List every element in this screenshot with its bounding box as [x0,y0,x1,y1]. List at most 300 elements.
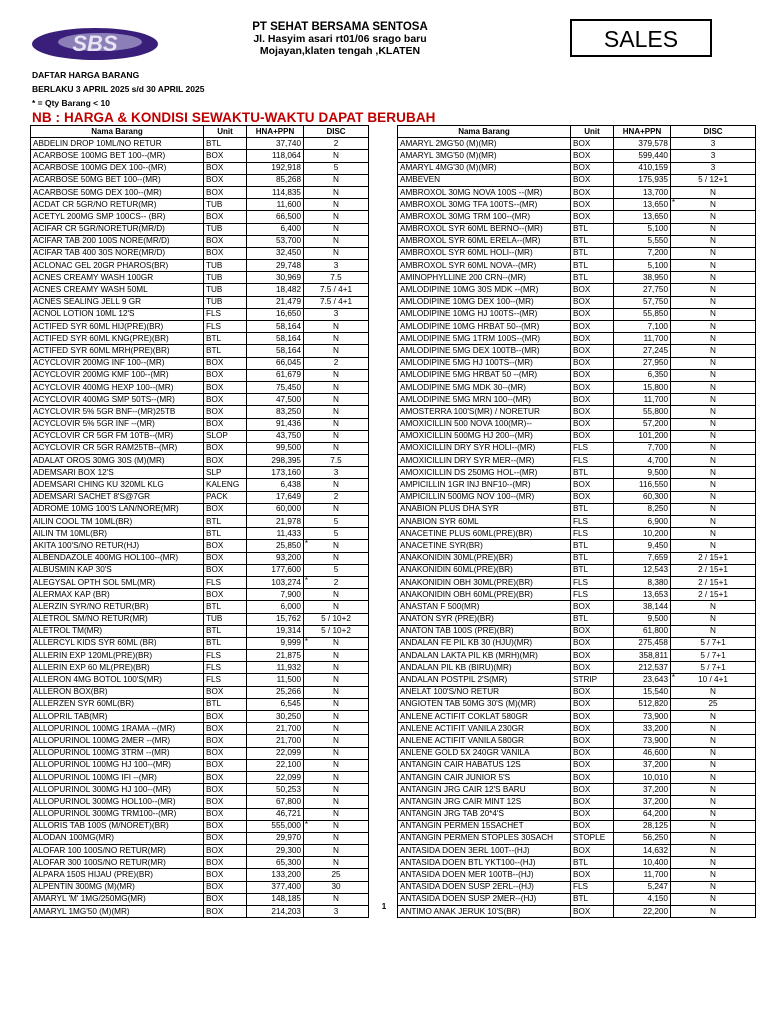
item-unit: BOX [571,406,614,418]
item-price: 93,200 [247,552,304,564]
item-unit: BOX [204,711,247,723]
item-name: AMOXICILLIN 500 NOVA 100(MR)-- [398,418,571,430]
item-price: 99,500 [247,442,304,454]
item-name: ALLOPURINOL 100MG 2MER --(MR) [31,735,204,747]
item-disc: N [304,698,369,710]
item-price: 5,550 [614,235,671,247]
item-price: 177,600 [247,564,304,576]
item-price: 37,200 [614,784,671,796]
item-name: AMOXICILLIN 500MG HJ 200--(MR) [398,430,571,442]
item-name: ACARBOSE 100MG BET 100--(MR) [31,150,204,162]
item-price: 58,164 [247,333,304,345]
item-disc: N [304,686,369,698]
item-name: ANTANGIN CAIR JUNIOR 5'S [398,771,571,783]
item-name: AMARYL 2MG'50 (M)(MR) [398,138,571,150]
item-name: ALOFAR 100 100S/NO RETUR(MR) [31,845,204,857]
item-disc: N [304,235,369,247]
table-row [31,686,369,698]
item-price: 38,950 [614,272,671,284]
item-unit: FLS [204,321,247,333]
table-row [398,381,756,393]
table-row [31,235,369,247]
item-disc: N [671,357,756,369]
item-name: ACTIFED SYR 60ML MRH(PRE)(BR) [31,345,204,357]
item-unit: BOX [571,381,614,393]
item-disc: N [671,784,756,796]
item-disc: N [671,479,756,491]
item-name: AMLODIPINE 5MG 1TRM 100S--(MR) [398,333,571,345]
item-disc: N [671,369,756,381]
table-row [398,516,756,528]
low-qty-marker: * [304,636,308,646]
table-row [31,223,369,235]
item-unit: FLS [204,662,247,674]
table-row [31,345,369,357]
item-price: 148,185 [247,893,304,905]
item-name: ANTASIDA DOEN BTL YKT100--(HJ) [398,857,571,869]
item-unit: BTL [571,272,614,284]
item-disc: 25 [304,869,369,881]
page-number: 1 [381,902,387,911]
item-price: 21,479 [247,296,304,308]
item-name: ACNES CREAMY WASH 100GR [31,272,204,284]
item-name: AMPICILLIN 500MG NOV 100--(MR) [398,491,571,503]
table-row [31,308,369,320]
item-price: 30,969 [247,272,304,284]
item-unit: BOX [571,418,614,430]
item-unit: BTL [204,625,247,637]
item-disc: N [671,211,756,223]
item-unit: BOX [204,771,247,783]
table-row [31,284,369,296]
item-price: 67,800 [247,796,304,808]
table-row [31,857,369,869]
item-price: 11,700 [614,394,671,406]
item-name: AMLODIPINE 10MG HRBAT 50--(MR) [398,321,571,333]
item-disc: N [671,686,756,698]
item-price: 7,659 [614,552,671,564]
item-price: 13,650 [614,211,671,223]
item-unit: BOX [204,906,247,918]
item-name: ANTANGIN JRG CAIR 12'S BARU [398,784,571,796]
item-disc: N [671,711,756,723]
item-name: AMINOPHYLLINE 200 CRN--(MR) [398,272,571,284]
item-price: 358,811 [614,650,671,662]
column-header-unit: Unit [204,126,247,138]
item-name: ANAKONIDIN 30ML(PRE)(BR) [398,552,571,564]
item-price: 7,900 [247,589,304,601]
item-disc: N [671,442,756,454]
item-unit: BOX [571,650,614,662]
item-disc: 2 [304,491,369,503]
item-unit: BOX [204,150,247,162]
item-unit: BOX [204,381,247,393]
item-disc: N [304,845,369,857]
item-unit: BOX [204,357,247,369]
item-disc: N [304,857,369,869]
item-name: AMLODIPINE 10MG DEX 100--(MR) [398,296,571,308]
item-unit: BTL [204,637,247,649]
item-unit: BOX [204,820,247,832]
item-unit: FLS [571,528,614,540]
item-name: ALPENTIN 300MG (M)(MR) [31,881,204,893]
item-unit: BOX [204,808,247,820]
table-row [31,662,369,674]
table-row [31,491,369,503]
item-name: ALLOPURINOL 300MG HOL100--(MR) [31,796,204,808]
item-name: AILIN COOL TM 10ML(BR) [31,516,204,528]
table-row [398,662,756,674]
item-disc: N [304,540,369,552]
table-row [31,650,369,662]
item-unit: BOX [571,637,614,649]
table-row [398,223,756,235]
item-price: 58,164 [247,345,304,357]
item-disc: N [671,625,756,637]
price-table-right [397,125,756,918]
item-disc: 10 / 4+1 [671,674,756,686]
item-unit: BOX [204,759,247,771]
column-header-name: Nama Barang [398,126,571,138]
item-price: 15,762 [247,613,304,625]
item-name: AILIN TM 10ML(BR) [31,528,204,540]
item-price: 11,433 [247,528,304,540]
item-price: 11,700 [614,869,671,881]
item-name: ADROME 10MG 100'S LAN/NORE(MR) [31,503,204,515]
table-row [31,442,369,454]
item-unit: BOX [571,771,614,783]
item-unit: BOX [204,552,247,564]
item-name: ANGIOTEN TAB 50MG 30'S (M)(MR) [398,698,571,710]
item-unit: BOX [571,845,614,857]
item-price: 5,100 [614,223,671,235]
item-unit: BTL [571,857,614,869]
item-price: 75,450 [247,381,304,393]
item-unit: BOX [571,394,614,406]
table-row [398,296,756,308]
item-disc: 3 [671,150,756,162]
table-row [398,564,756,576]
item-disc: N [304,430,369,442]
table-row [31,540,369,552]
item-unit: BOX [571,174,614,186]
item-disc: N [304,186,369,198]
table-row [398,308,756,320]
table-row [398,418,756,430]
item-name: ACYCLOVIR CR 5GR RAM25TB--(MR) [31,442,204,454]
table-row [398,552,756,564]
item-price: 61,679 [247,369,304,381]
item-name: AMLODIPINE 5MG MDK 30--(MR) [398,381,571,393]
table-row [31,418,369,430]
item-name: ALETROL SM/NO RETUR(MR) [31,613,204,625]
item-disc: N [671,881,756,893]
item-unit: FLS [571,516,614,528]
low-qty-marker: * [671,198,675,208]
item-name: ALLOPURINOL 100MG HJ 100--(MR) [31,759,204,771]
item-price: 214,203 [247,906,304,918]
table-row [398,723,756,735]
item-disc: N [671,406,756,418]
item-price: 6,900 [614,516,671,528]
item-unit: SLP [204,467,247,479]
item-disc: N [304,369,369,381]
item-price: 15,540 [614,686,671,698]
item-price: 22,100 [247,759,304,771]
item-name: AMLODIPINE 5MG DEX 100TB--(MR) [398,345,571,357]
item-unit: BOX [571,308,614,320]
item-disc: N [671,503,756,515]
column-header-name: Nama Barang [31,126,204,138]
item-unit: BOX [204,881,247,893]
item-unit: BTL [571,613,614,625]
item-name: ACARBOSE 50MG DEX 100--(MR) [31,186,204,198]
item-disc: N [304,820,369,832]
item-disc: N [304,832,369,844]
item-name: AMBROXOL SYR 60ML HOLI--(MR) [398,247,571,259]
item-disc: 3 [304,260,369,272]
item-price: 410,159 [614,162,671,174]
table-row [398,601,756,613]
logo-text: SBS [72,31,118,56]
item-disc: N [671,832,756,844]
item-name: ACYCLOVIR 200MG INF 100--(MR) [31,357,204,369]
item-price: 46,600 [614,747,671,759]
item-unit: BOX [204,686,247,698]
item-disc: N [304,662,369,674]
item-unit: BOX [204,540,247,552]
item-unit: TUB [204,260,247,272]
item-unit: BOX [204,564,247,576]
table-row [398,235,756,247]
table-row [398,832,756,844]
item-price: 65,300 [247,857,304,869]
item-disc: 5 / 12+1 [671,174,756,186]
item-unit: FLS [571,589,614,601]
item-unit: KALENG [204,479,247,491]
item-price: 60,000 [247,503,304,515]
item-name: ACYCLOVIR 5% 5GR INF --(MR) [31,418,204,430]
item-disc: N [671,540,756,552]
table-row [398,686,756,698]
item-price: 8,250 [614,503,671,515]
item-disc: N [671,430,756,442]
item-price: 14,632 [614,845,671,857]
item-unit: STOPLE [571,832,614,844]
table-row [31,869,369,881]
table-row [31,711,369,723]
item-unit: BOX [204,832,247,844]
item-disc: N [304,418,369,430]
table-row [31,516,369,528]
item-price: 27,950 [614,357,671,369]
item-disc: N [304,893,369,905]
item-name: AMLODIPINE 5MG MRN 100--(MR) [398,394,571,406]
item-price: 101,200 [614,430,671,442]
low-qty-marker: * [304,819,308,829]
item-price: 29,300 [247,845,304,857]
item-unit: BOX [204,186,247,198]
table-row [398,735,756,747]
item-price: 22,200 [614,906,671,918]
item-name: ANTASIDA DOEN SUSP 2ERL--(HJ) [398,881,571,893]
item-unit: FLS [204,576,247,588]
item-name: ACYCLOVIR CR 5GR FM 10TB--(MR) [31,430,204,442]
table-row [31,552,369,564]
low-qty-marker: * [671,673,675,683]
item-price: 212,537 [614,662,671,674]
item-unit: BTL [571,467,614,479]
item-name: ALLERIN EXP 120ML(PRE)(BR) [31,650,204,662]
item-disc: 2 [304,357,369,369]
item-name: AMARYL 4MG'30 (M)(MR) [398,162,571,174]
item-price: 275,458 [614,637,671,649]
item-price: 5,100 [614,260,671,272]
item-unit: BOX [571,686,614,698]
table-row [31,881,369,893]
table-row [31,467,369,479]
item-name: AMLODIPINE 5MG HRBAT 50 --(MR) [398,369,571,381]
item-unit: BTL [571,223,614,235]
item-price: 175,935 [614,174,671,186]
item-disc: N [671,747,756,759]
item-unit: BOX [204,503,247,515]
item-disc: N [671,186,756,198]
item-unit: BTL [204,138,247,150]
item-unit: BTL [571,540,614,552]
item-price: 57,200 [614,418,671,430]
item-price: 46,721 [247,808,304,820]
item-disc: 3 [304,906,369,918]
item-unit: FLS [571,576,614,588]
company-address-line2: Mojayan,klaten tengah ,KLATEN [259,45,421,57]
item-unit: BOX [204,406,247,418]
item-price: 66,500 [247,211,304,223]
table-row [31,796,369,808]
item-name: ABDELIN DROP 10ML/NO RETUR [31,138,204,150]
item-price: 21,875 [247,650,304,662]
item-disc: 30 [304,881,369,893]
item-disc: 3 [304,308,369,320]
item-unit: BOX [571,138,614,150]
item-price: 58,164 [247,321,304,333]
company-name: PT SEHAT BERSAMA SENTOSA [252,21,428,33]
item-price: 47,500 [247,394,304,406]
item-name: ALLOPURINOL 300MG TRM100--(MR) [31,808,204,820]
item-price: 11,600 [247,199,304,211]
item-disc: N [304,442,369,454]
item-unit: BTL [204,345,247,357]
item-unit: BTL [571,893,614,905]
table-row [398,455,756,467]
table-row [398,808,756,820]
validity-period: BERLAKU 3 APRIL 2025 s/d 30 APRIL 2025 [32,84,205,94]
item-name: ALETROL TM(MR) [31,625,204,637]
table-row [398,857,756,869]
item-name: AMBROXOL SYR 60ML NOVA--(MR) [398,260,571,272]
item-disc: N [671,223,756,235]
table-row [31,589,369,601]
table-row [31,321,369,333]
item-disc: N [671,467,756,479]
item-disc: N [671,284,756,296]
item-price: 9,999 * [247,637,304,649]
item-price: 6,350 [614,369,671,381]
item-disc: 2 / 15+1 [671,576,756,588]
table-row [31,747,369,759]
item-price: 10,010 [614,771,671,783]
item-unit: FLS [204,650,247,662]
item-price: 11,932 [247,662,304,674]
item-unit: BOX [571,796,614,808]
table-row [398,674,756,686]
item-price: 17,649 [247,491,304,503]
item-name: ACIFAR CR 5GR/NORETUR(MR/D) [31,223,204,235]
table-row [398,881,756,893]
item-unit: TUB [204,199,247,211]
item-unit: BOX [204,845,247,857]
table-row [31,211,369,223]
item-unit: BOX [571,784,614,796]
item-disc: 5 [304,564,369,576]
item-disc: N [671,601,756,613]
item-unit: BOX [204,735,247,747]
table-row [31,674,369,686]
table-row [398,211,756,223]
table-row [398,467,756,479]
item-unit: BTL [571,564,614,576]
item-disc: N [304,759,369,771]
item-name: ALLOPURINOL 100MG IFI --(MR) [31,771,204,783]
item-disc: N [304,345,369,357]
item-name: ACDAT CR 5GR/NO RETUR(MR) [31,199,204,211]
item-unit: BTL [571,260,614,272]
table-row [31,613,369,625]
item-disc: N [304,174,369,186]
sales-badge: SALES [570,19,712,57]
column-header-disc: DISC [671,126,756,138]
item-name: AMBROXOL SYR 60ML ERELA--(MR) [398,235,571,247]
company-address-line1: Jl. Hasyim asari rt01/06 srago baru [253,33,427,45]
item-name: ALODAN 100MG(MR) [31,832,204,844]
item-price: 11,700 [614,333,671,345]
item-name: ANTASIDA DOEN MER 100TB--(HJ) [398,869,571,881]
item-name: ALLERZEN SYR 60ML(BR) [31,698,204,710]
table-row [31,808,369,820]
item-unit: BOX [204,589,247,601]
item-disc: N [671,247,756,259]
table-row [398,369,756,381]
item-unit: BOX [571,698,614,710]
item-disc: N [671,308,756,320]
item-price: 85,268 [247,174,304,186]
item-unit: BOX [204,162,247,174]
item-price: 19,314 [247,625,304,637]
item-name: ANTASIDA DOEN SUSP 2MER--(HJ) [398,893,571,905]
item-price: 33,200 [614,723,671,735]
item-disc: N [304,199,369,211]
item-price: 23,643 * [614,674,671,686]
item-price: 9,500 [614,467,671,479]
table-row [31,369,369,381]
item-unit: TUB [204,272,247,284]
item-price: 7,700 [614,442,671,454]
item-name: ACARBOSE 100MG DEX 100--(MR) [31,162,204,174]
table-row [398,698,756,710]
item-disc: 5 [304,162,369,174]
item-unit: FLS [571,455,614,467]
item-price: 21,700 [247,723,304,735]
